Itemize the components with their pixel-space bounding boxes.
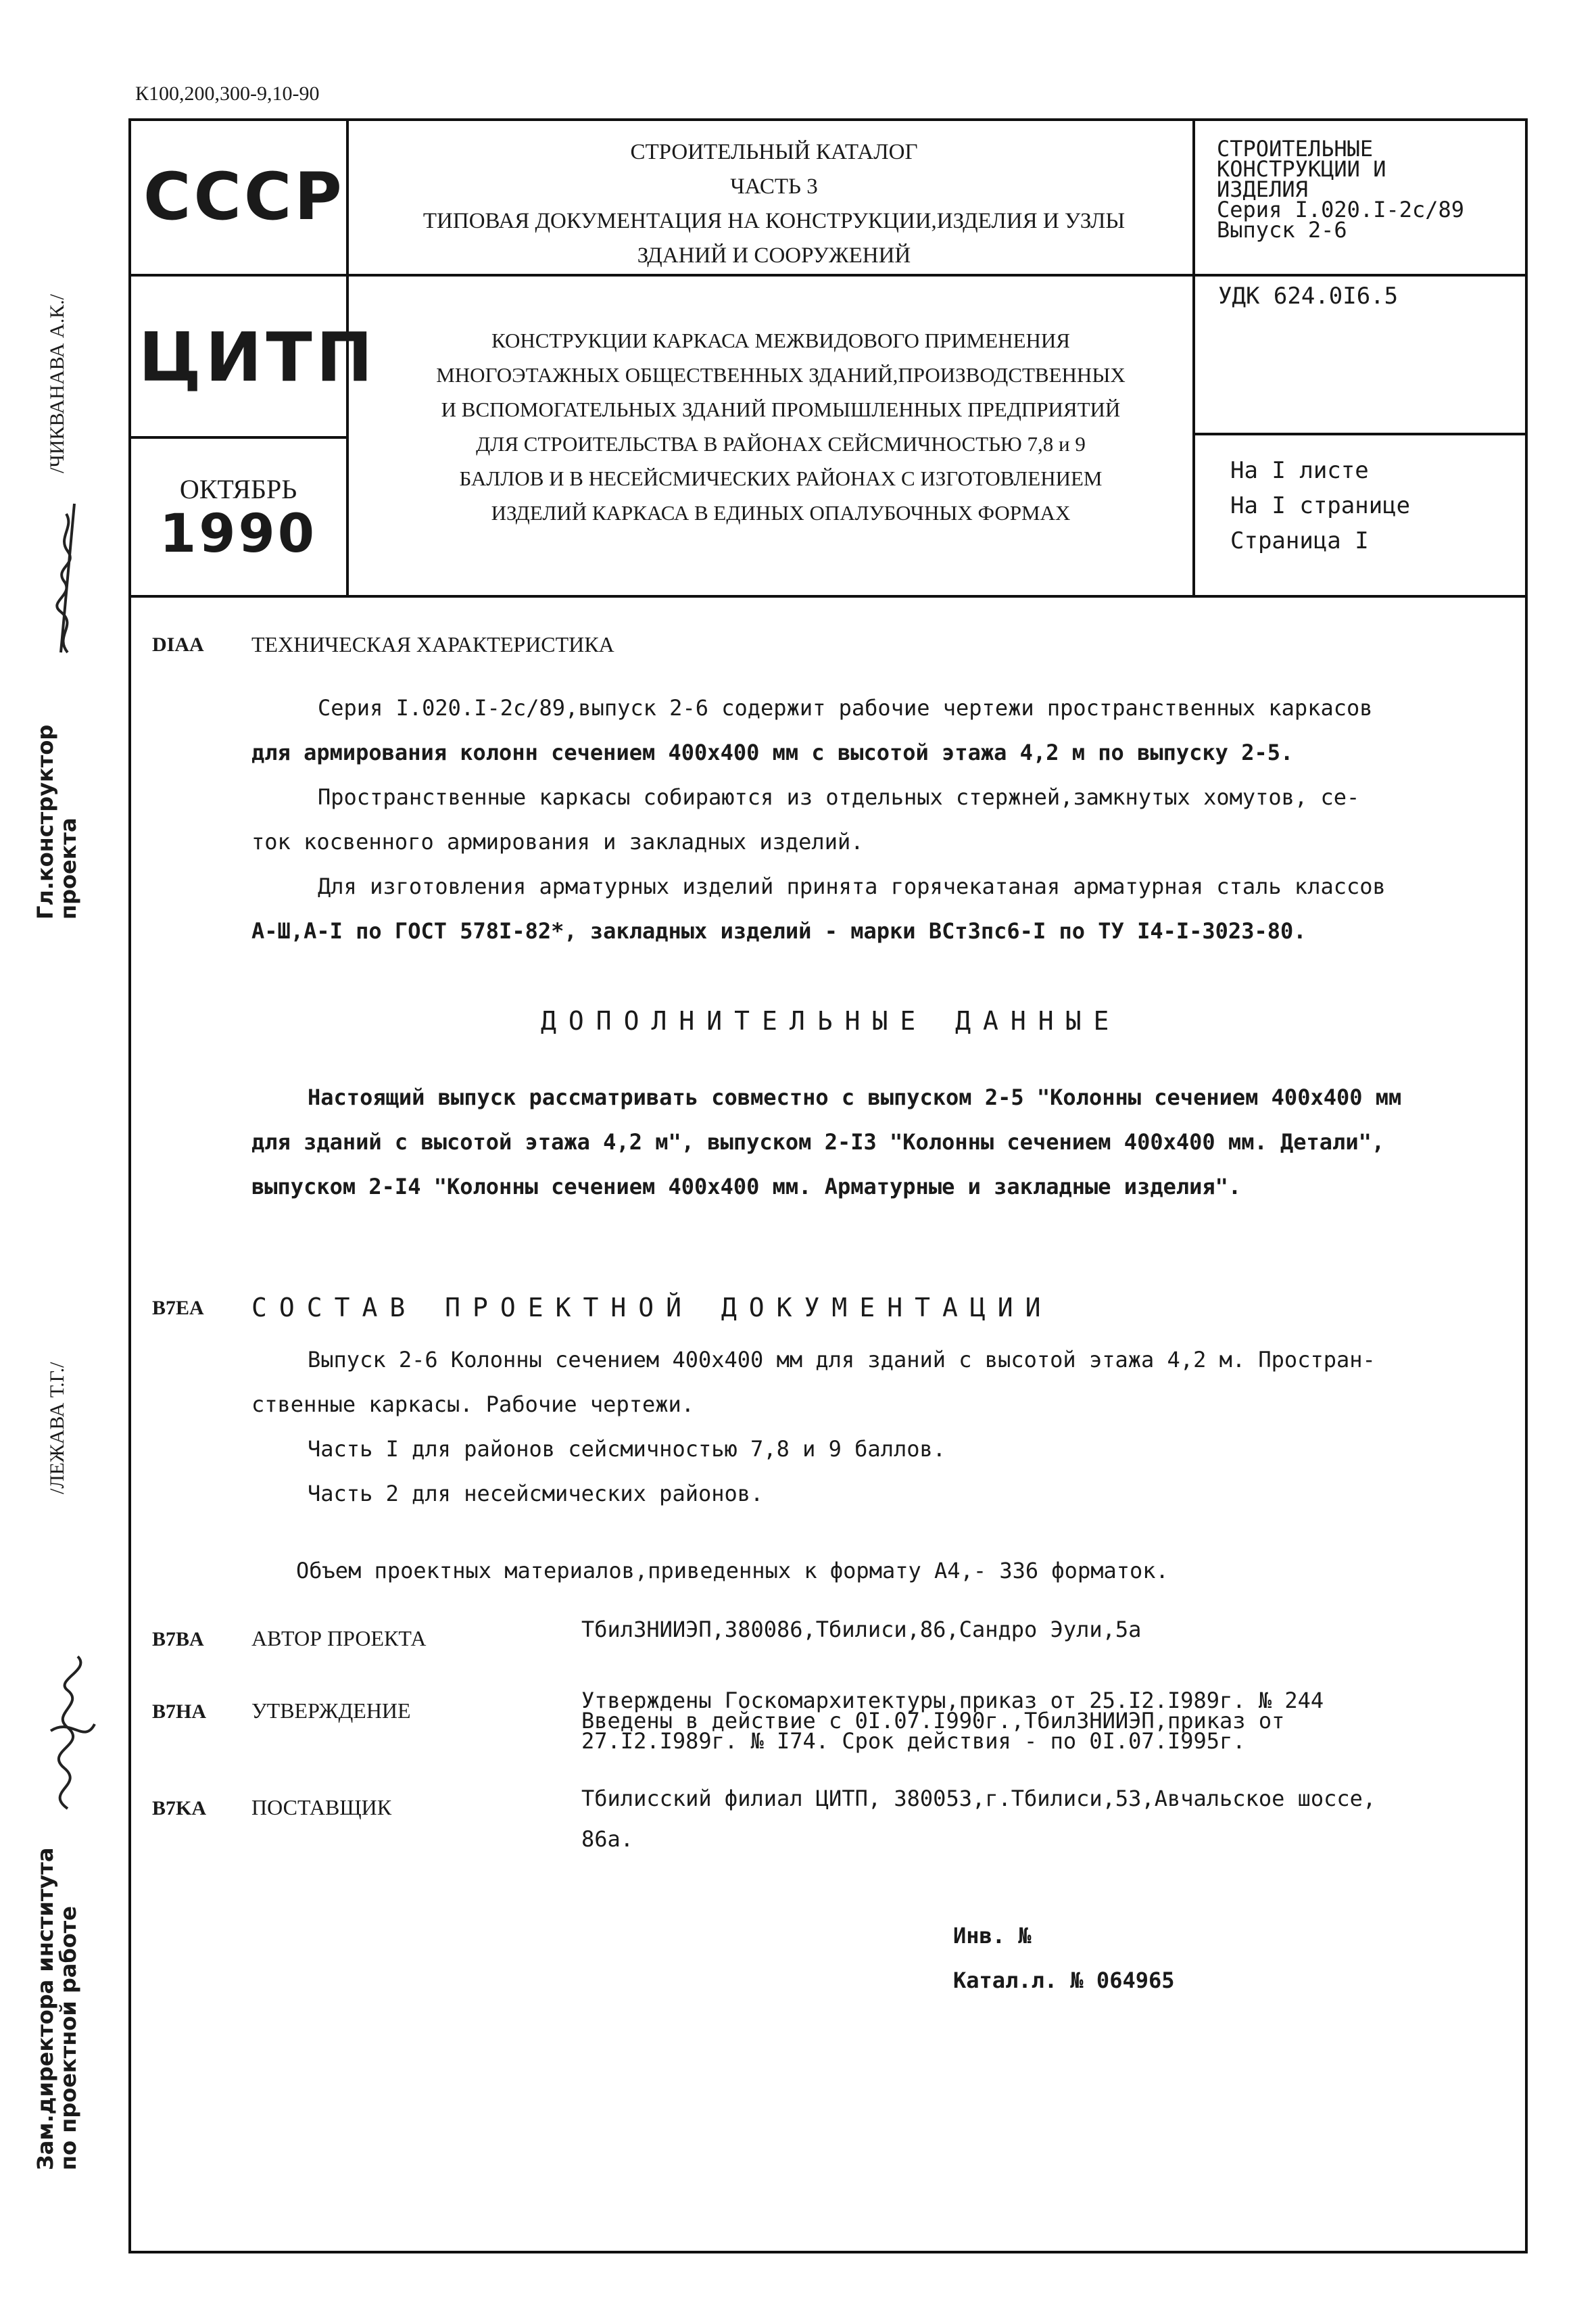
record-label: ПОСТАВЩИК [251, 1795, 392, 1819]
title-line: БАЛЛОВ И В НЕСЕЙСМИЧЕСКИХ РАЙОНАХ С ИЗГОТОВЛЕНИЕМ [459, 467, 1103, 490]
sheet-info [1230, 453, 1410, 558]
section-heading: ТЕХНИЧЕСКАЯ ХАРАКТЕРИСТИКА [251, 632, 614, 657]
margin-name-1: /ЧИКВАНАВА А.К./ [46, 294, 68, 473]
paragraph-line: Для изготовления арматурных изделий принята горячекатаная арматурная сталь классов [318, 874, 1386, 899]
paragraph-line: для армирования колонн сечением 400х400 мм с высотой этажа 4,2 м по выпуску 2-5. [251, 740, 1294, 765]
document-title [379, 323, 1183, 530]
catalog-line: ТИПОВАЯ ДОКУМЕНТАЦИЯ НА КОНСТРУКЦИИ,ИЗДЕЛИЯ И УЗЛЫ [422, 209, 1126, 233]
title-line: МНОГОЭТАЖНЫХ ОБЩЕСТВЕННЫХ ЗДАНИЙ,ПРОИЗВОДСТВЕННЫХ [436, 363, 1126, 387]
inventory-number: Инв. № [953, 1923, 1032, 1949]
signature-1 [41, 500, 88, 656]
title-line: ДЛЯ СТРОИТЕЛЬСТВА В РАЙОНАХ СЕЙСМИЧНОСТЬЮ 7,8 и 9 [476, 432, 1086, 456]
record-value: Тбилисский филиал ЦИТП, 380053,г.Тбилиси,53,Авчальское шоссе, [581, 1786, 1376, 1811]
catalog-heading [352, 135, 1196, 273]
paragraph-line: для зданий с высотой этажа 4,2 м", выпуском 2-I3 "Колонны сечением 400х400 мм. Детали", [251, 1129, 1385, 1155]
series-line: КОНСТРУКЦИИ И [1217, 156, 1386, 182]
catalog-line: СТРОИТЕЛЬНЫЙ КАТАЛОГ [630, 140, 918, 164]
sheet-line: Страница I [1230, 527, 1369, 554]
paragraph-line: Часть 2 для несейсмических районов. [308, 1481, 764, 1506]
series-line: ИЗДЕЛИЯ [1217, 176, 1308, 202]
divider [128, 436, 346, 439]
title-line: КОНСТРУКЦИИ КАРКАСА МЕЖВИДОВОГО ПРИМЕНЕНИЯ [491, 329, 1070, 352]
catalog-line: ЗДАНИЙ И СООРУЖЕНИЙ [637, 243, 911, 268]
series-line: Выпуск 2-6 [1217, 217, 1347, 243]
title-line: ИЗДЕЛИЙ КАРКАСА В ЕДИНЫХ ОПАЛУБОЧНЫХ ФОРМАХ [491, 501, 1071, 525]
divider [128, 274, 1192, 277]
paragraph-line: А-Ш,А-I по ГОСТ 578I-82*, закладных изделий - марки ВСт3пс6-I по ТУ I4-I-3023-80. [251, 918, 1307, 944]
paragraph-line: Пространственные каркасы собираются из отдельных стержней,замкнутых хомутов, се- [318, 784, 1360, 810]
paragraph-line: Настоящий выпуск рассматривать совместно с выпуском 2-5 "Колонны сечением 400х400 мм [308, 1084, 1402, 1110]
divider [128, 595, 1528, 598]
title-line: И ВСПОМОГАТЕЛЬНЫХ ЗДАНИЙ ПРОМЫШЛЕННЫХ ПРЕДПРИЯТИЙ [441, 398, 1121, 421]
udk-code: УДК 624.0I6.5 [1218, 283, 1399, 310]
paragraph-line: Часть I для районов сейсмичностью 7,8 и 9 баллов. [308, 1436, 946, 1462]
organization-label: ЦИТП [139, 318, 377, 397]
divider [1192, 433, 1528, 435]
series-info [1217, 136, 1521, 243]
section-heading: СОСТАВ ПРОЕКТНОЙ ДОКУМЕНТАЦИИ [251, 1293, 1053, 1322]
record-value: 27.I2.I989г. № I74. Срок действия - по 0I.07.I995г. [581, 1728, 1246, 1754]
record-value: ТбилЗНИИЭП,380086,Тбилиси,86,Сандро Эули,5а [581, 1617, 1142, 1642]
issue-month: ОКТЯБРЬ [179, 474, 297, 504]
signature-2 [37, 1650, 98, 1812]
record-value: 86а. [581, 1826, 634, 1852]
sheet-line: На I листе [1230, 457, 1369, 484]
country-label: СССР [143, 159, 345, 235]
paragraph-line: ток косвенного армирования и закладных изделий. [251, 829, 864, 855]
paragraph-line: выпуском 2-I4 "Колонны сечением 400х400 мм. Арматурные и закладные изделия". [251, 1174, 1242, 1199]
record-label: АВТОР ПРОЕКТА [251, 1626, 427, 1650]
section-code: DIAA [152, 634, 204, 656]
paragraph-line: ственные каркасы. Рабочие чертежи. [251, 1391, 695, 1417]
paragraph-line: Выпуск 2-6 Колонны сечением 400х400 мм для зданий с высотой этажа 4,2 м. Простран- [308, 1347, 1376, 1373]
margin-name-2: /ЛЕЖАВА Т.Г./ [46, 1362, 68, 1494]
margin-role-2: Зам.директора института по проектной работе [32, 1847, 81, 2170]
record-code: B7HA [152, 1700, 207, 1723]
series-line: Серия I.020.I-2c/89 [1217, 197, 1465, 222]
issue-year: 1990 [159, 504, 318, 565]
record-value: Утверждены Госкомархитектуры,приказ от 25.I2.I989г. № 244 [581, 1688, 1324, 1713]
document-code: К100,200,300-9,10-90 [135, 82, 320, 105]
section-heading: ДОПОЛНИТЕЛЬНЫЕ ДАННЫЕ [541, 1006, 1121, 1036]
sheet-line: На I странице [1230, 492, 1411, 519]
record-code: B7BA [152, 1628, 204, 1650]
record-label: УТВЕРЖДЕНИЕ [251, 1698, 411, 1723]
section-code: B7EA [152, 1297, 204, 1319]
margin-role-1: Гл.конструктор проекта [32, 724, 81, 920]
catalog-line: ЧАСТЬ 3 [730, 174, 818, 199]
divider [1192, 274, 1528, 277]
series-line: СТРОИТЕЛЬНЫЕ [1217, 136, 1374, 162]
paragraph-line: Серия I.020.I-2c/89,выпуск 2-6 содержит рабочие чертежи пространственных каркасов [318, 695, 1373, 721]
volume-line: Объем проектных материалов,приведенных к формату А4,- 336 форматок. [296, 1558, 1169, 1583]
record-code: B7KA [152, 1797, 207, 1819]
catalog-sheet-number: Катал.л. № 064965 [953, 1967, 1175, 1993]
record-value: Введены в действие с 0I.07.I990г.,ТбилЗНИИЭП,приказ от [581, 1708, 1285, 1734]
